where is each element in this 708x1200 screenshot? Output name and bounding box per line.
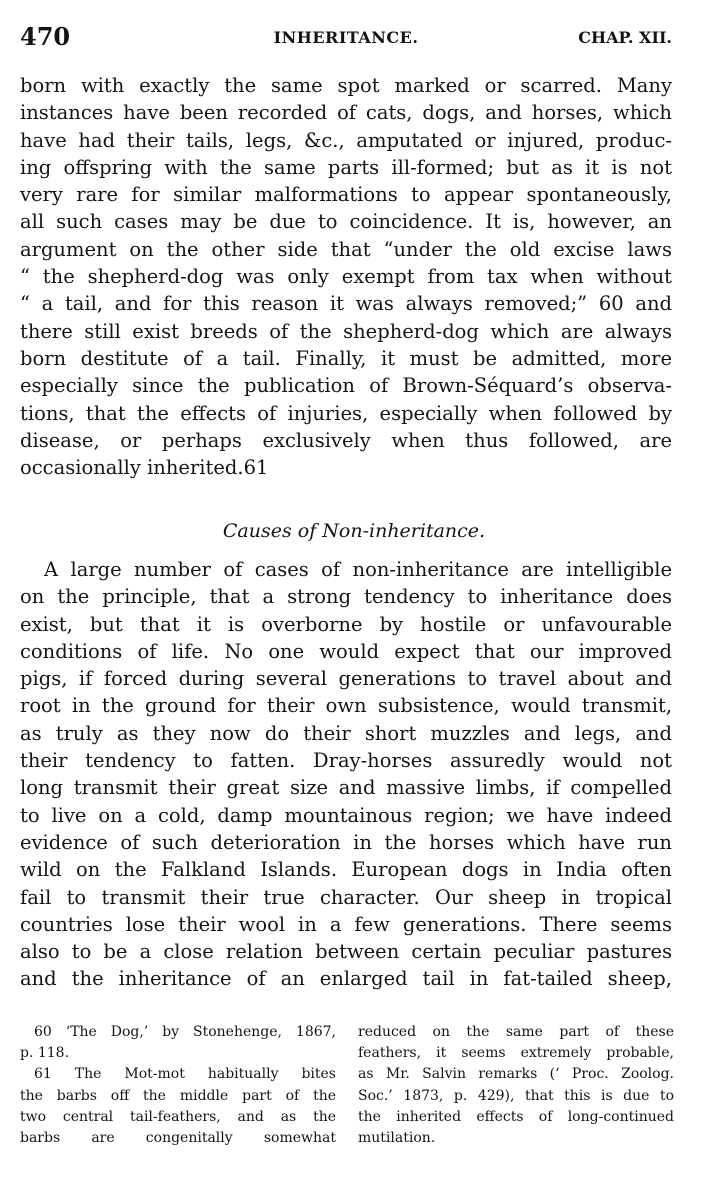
- text-line: countries lose their wool in a few generations. There seems: [20, 912, 672, 936]
- text-line: have had their tails, legs, &c., amputated or injured, produc-: [20, 128, 672, 152]
- footnote-line: as Mr. Salvin remarks (‘ Proc. Zoolog.: [358, 1066, 674, 1083]
- text-line: born destitute of a tail. Finally, it must be admitted, more: [20, 346, 672, 370]
- text-line: “ the shepherd-dog was only exempt from tax when without: [20, 265, 672, 289]
- text-line: especially since the publication of Brown-Séquard’s observa-: [20, 374, 672, 398]
- text-line: long transmit their great size and massive limbs, if compelled: [20, 776, 672, 800]
- text-line: as truly as they now do their short muzzles and legs, and: [20, 721, 672, 745]
- text-line: born with exactly the same spot marked or scarred. Many: [20, 74, 672, 97]
- text-line: all such cases may be due to coincidence. It is, however, an: [20, 210, 672, 234]
- footnote-line: the inherited effects of long-continued: [358, 1108, 674, 1125]
- text-line: root in the ground for their own subsistence, would transmit,: [20, 694, 672, 718]
- footnote-column-left: [20, 1022, 336, 1149]
- text-line: wild on the Falkland Islands. European dogs in India often: [20, 858, 672, 882]
- footnotes: [20, 1022, 672, 1150]
- text-line: conditions of life. No one would expect that our improved: [20, 639, 672, 663]
- paragraph-non-inheritance: [20, 556, 672, 993]
- footnote-line: 60 ‘The Dog,’ by Stonehenge, 1867,: [34, 1024, 336, 1040]
- footnote-line: the barbs off the middle part of the: [20, 1087, 336, 1104]
- text-line: A large number of cases of non-inheritance are intelligible: [44, 558, 672, 581]
- text-line: there still exist breeds of the shepherd-dog which are always: [20, 319, 672, 343]
- footnote-line: barbs are congenitally somewhat: [20, 1129, 336, 1146]
- text-line: occasionally inherited.61: [20, 456, 269, 480]
- text-line: exist, but that it is overborne by hostile or unfavourable: [20, 612, 672, 636]
- footnote-line: p. 118.: [20, 1045, 70, 1062]
- text-line: on the principle, that a strong tendency to inheritance does: [20, 585, 672, 609]
- footnote-line: two central tail-feathers, and as the: [20, 1108, 336, 1125]
- text-line: also to be a close relation between certain peculiar pastures: [20, 940, 672, 964]
- section-heading: Causes of Non-inheritance.: [222, 520, 486, 542]
- footnote-line: 61 The Mot-mot habitually bites: [34, 1066, 336, 1083]
- page-header: [20, 22, 672, 54]
- text-line: tions, that the effects of injuries, especially when followed by: [20, 401, 672, 425]
- footnote-line: feathers, it seems extremely probable,: [358, 1045, 674, 1062]
- text-line: their tendency to fatten. Dray-horses assuredly would not: [20, 749, 672, 773]
- text-line: very rare for similar malformations to appear spontaneously,: [20, 183, 672, 207]
- text-line: evidence of such deterioration in the horses which have run: [20, 830, 672, 854]
- text-line: to live on a cold, damp mountainous region; we have indeed: [20, 803, 672, 827]
- paragraph-injuries-inherited: [20, 72, 672, 481]
- text-line: pigs, if forced during several generations to travel about and: [20, 667, 672, 691]
- text-line: fail to transmit their true character. Our sheep in tropical: [20, 885, 672, 909]
- footnote-line: mutilation.: [358, 1129, 436, 1146]
- page-number: 470: [20, 22, 71, 51]
- footnote-column-right: [358, 1022, 674, 1149]
- footnote-line: reduced on the same part of these: [358, 1024, 674, 1040]
- running-title: INHERITANCE.: [273, 28, 419, 47]
- text-line: ing offspring with the same parts ill-formed; but as it is not: [20, 155, 672, 179]
- text-line: disease, or perhaps exclusively when thus followed, are: [20, 428, 672, 452]
- text-line: argument on the other side that “under the old excise laws: [20, 237, 672, 261]
- text-line: “ a tail, and for this reason it was always removed;” 60 and: [20, 292, 672, 316]
- chapter-label: CHAP. XII.: [578, 28, 672, 47]
- text-line: instances have been recorded of cats, dogs, and horses, which: [20, 101, 672, 125]
- footnote-line: Soc.’ 1873, p. 429), that this is due to: [358, 1087, 674, 1104]
- text-line: and the inheritance of an enlarged tail in fat-tailed sheep,: [20, 967, 672, 991]
